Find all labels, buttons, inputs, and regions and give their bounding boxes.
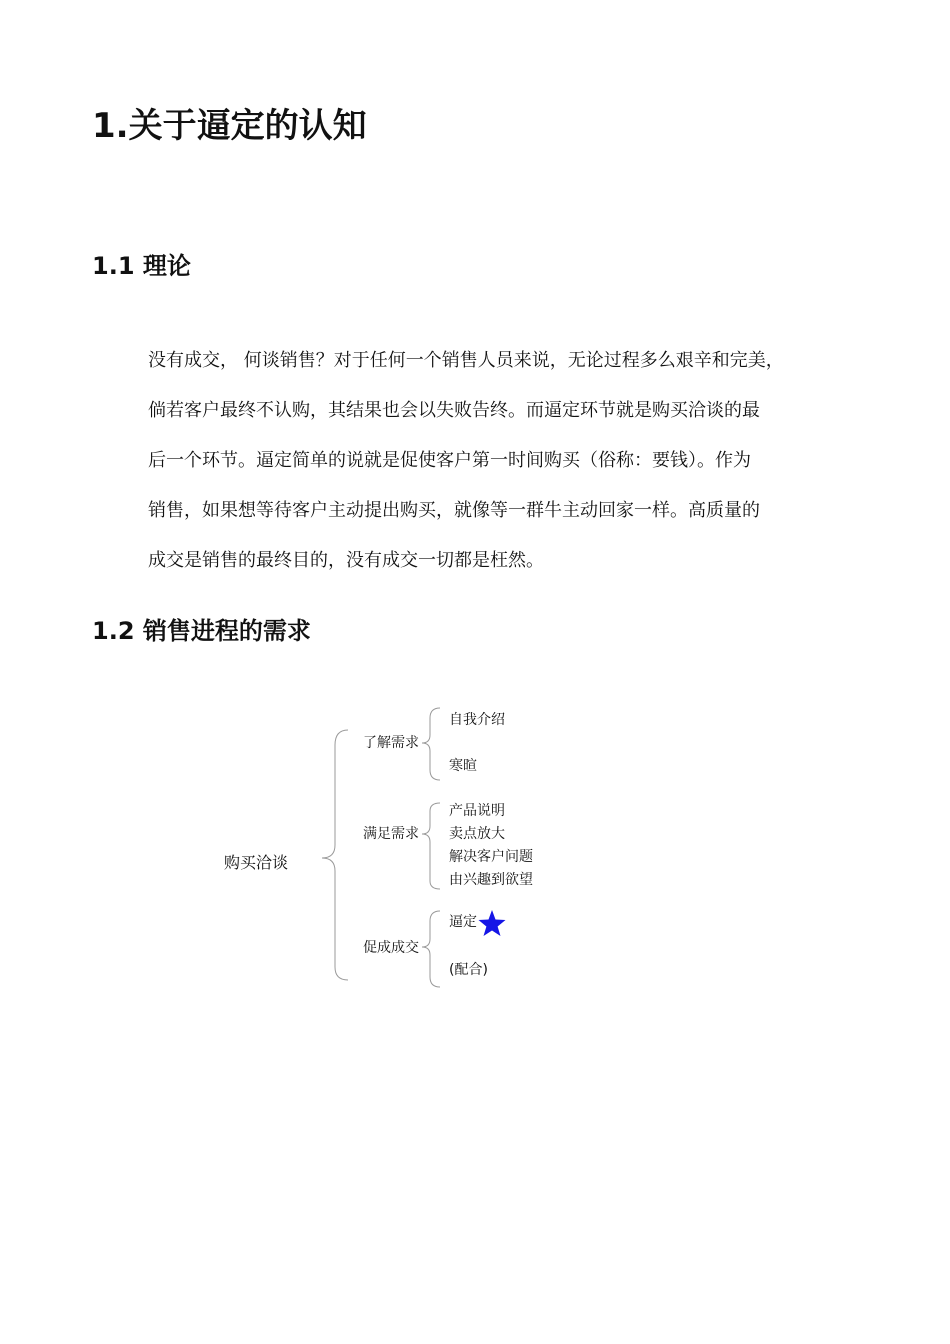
paragraph-line: 销售，如果想等待客户主动提出购买，就像等一群牛主动回家一样。高质量的 (148, 500, 760, 521)
paragraph-line: 后一个环节。逼定简单的说就是促使客户第一时间购买（俗称：要钱）。作为 (148, 450, 751, 471)
branch-bracket (422, 911, 440, 987)
mindmap-branch-understand: 了解需求 (363, 735, 419, 751)
branch-bracket (422, 803, 440, 889)
mindmap-branch-satisfy: 满足需求 (363, 826, 419, 842)
mindmap-root: 购买洽谈 (224, 853, 289, 872)
mindmap-leaf: 逼定 (449, 914, 477, 930)
page-title: 1.关于逼定的认知 (92, 106, 367, 146)
paragraph-line: 没有成交， 何谈销售？对于任何一个销售人员来说，无论过程多么艰辛和完美， (148, 350, 784, 371)
mindmap-leaf: (配合) (449, 962, 488, 978)
section-title-sales-process: 1.2 销售进程的需求 (92, 617, 311, 645)
mindmap-leaf: 产品说明 (449, 803, 505, 819)
branch-bracket (422, 708, 440, 780)
paragraph-line: 成交是销售的最终目的，没有成交一切都是枉然。 (148, 550, 544, 571)
mindmap-leaf: 自我介绍 (449, 712, 505, 728)
mindmap-leaf: 由兴趣到欲望 (449, 872, 533, 888)
root-bracket (322, 730, 348, 980)
mindmap-leaf: 解决客户问题 (449, 849, 533, 865)
section-title-theory: 1.1 理论 (92, 252, 191, 280)
star-icon (479, 910, 506, 936)
mindmap-leaf: 寒暄 (449, 758, 477, 774)
mindmap-leaf: 卖点放大 (449, 826, 505, 842)
mindmap-branch-close-deal: 促成成交 (363, 940, 419, 956)
paragraph-line: 倘若客户最终不认购，其结果也会以失败告终。而逼定环节就是购买洽谈的最 (148, 400, 760, 421)
theory-paragraph (148, 336, 838, 586)
